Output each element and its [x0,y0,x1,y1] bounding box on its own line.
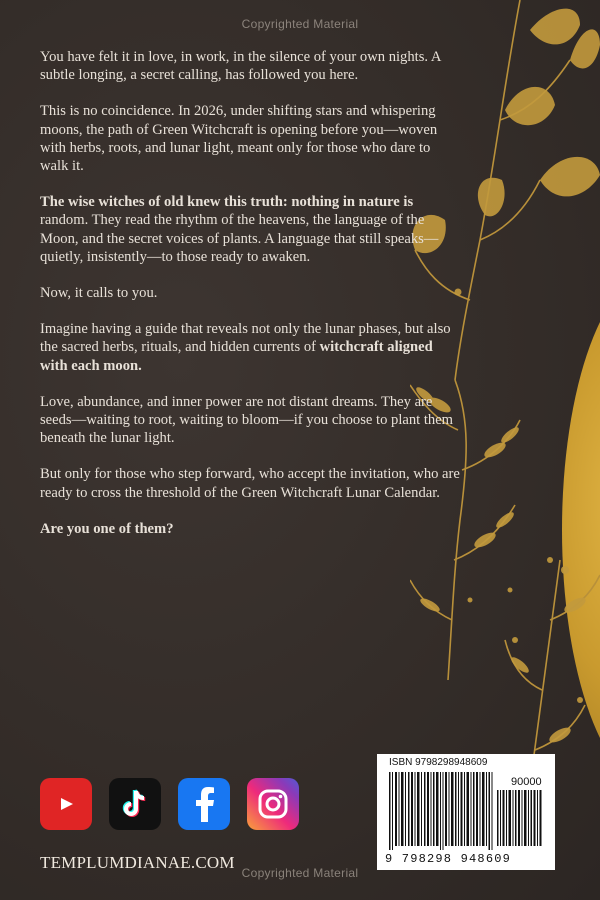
isbn-barcode [377,754,555,870]
social-icons [40,778,299,832]
blurb-text [40,48,460,556]
youtube-icon[interactable] [40,778,92,830]
paragraph-3 [40,193,460,266]
isbn-label: ISBN 9798298948609 [389,757,488,768]
paragraph-1: You have felt it in love, in work, in the silence of your own nights. A subtle longing, a secret calling, has followed you here. [40,49,441,84]
paragraph-5-text: Imagine having a guide that reveals not only the lunar phases, but also the sacred herbs, rituals, and hidden currents of [40,321,451,356]
watermark-bottom: Copyrighted Material [241,866,359,880]
paragraph-7: But only for those who step forward, who accept the invitation, who are ready to cross the threshold of the Green Witchcraft Lunar Calendar. [40,466,460,501]
paragraph-3-rest: random. They read the rhythm of the heavens, the language of the Moon, and the secret voices of plants. A language that still speaks—quietly, insistently—to those ready to awaken. [40,212,439,265]
paragraph-5-bold-tail: witchcraft aligned with each moon. [40,339,433,374]
price-code: 90000 [511,776,542,788]
watermark-top: Copyrighted Material [241,17,359,31]
paragraph-2: This is no coincidence. In 2026, under shifting stars and whispering moons, the path of Green Witchcraft is opening before you—woven with herbs, roots, and lunar light, meant only for those who dare to walk it. [40,103,438,175]
website-url[interactable]: TEMPLUMDIANAE.COM [40,853,235,872]
paragraph-5 [40,320,460,375]
paragraph-3-bold-lead: The wise witches of old knew this truth: nothing in nature is [40,194,414,211]
instagram-icon[interactable] [247,778,299,830]
paragraph-6: Love, abundance, and inner power are not distant dreams. They are seeds—waiting to root, waiting to bloom—if you choose to plant them beneath the lunar light. [40,393,454,447]
facebook-icon[interactable] [178,778,230,830]
paragraph-4: Now, it calls to you. [40,285,158,302]
barcode-digits: 9 798298 948609 [385,852,512,866]
paragraph-8: Are you one of them? [40,520,174,537]
tiktok-icon[interactable] [109,778,161,830]
